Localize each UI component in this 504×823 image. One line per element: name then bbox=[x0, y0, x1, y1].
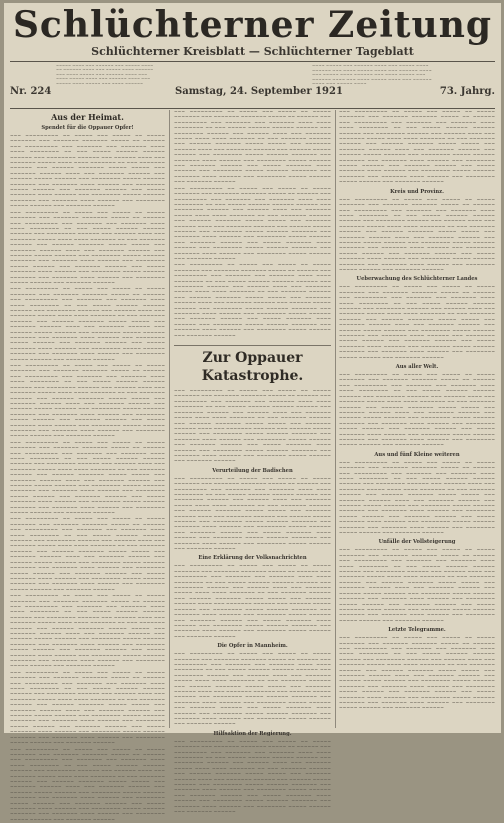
column-right bbox=[339, 110, 495, 728]
article-body: ~~~ ~~~~~~~~~ ~~ ~~~~~ ~~~ ~~~~~ ~~ ~~~~~ ~~~~~~~ ~~~ ~~~~~~~ ~~~~~~~ ~~~~~ ~~ ~~~~~~ ~~~ ~~~~~~~~~ ~~~ ~~~~~~~ ~~~ ~~~~~~~ ~~~~ ~~~~ ~~~~~~~~ ~~ ~~~ ~~~~~ ~~~~~~ ~~~~~~ ~~~~~~ ~~~ ~~~~~~~~ ~~~~~~ ~~~ ~~~~~~ ~~~~ ~~~ ~~~~~~~ ~~~~~ ~~~~ ~~~~ ~~~~~~~ ~~ ~~~ ~~~~~~~ ~~~~~~ ~~~ ~~~~~~ ~~~~~~~ ~~~~~ ~~~~~ ~~~ ~~~~~~~ ~~~~~~ ~~~~ ~~~ ~~~~~~~ ~~~~~~ ~~~ ~~~~~~ ~~~~~ ~~~~~~ ~~~ ~~~~~~~~ ~~~~~ ~~~~~~ ~~~~~~~ ~~~ ~~~~~~~ ~~~~ ~~~~~~ ~~~ ~~~~~~~~ ~~~~~ ~~~~~~ ~~~ ~~~~~~~ ~~~~~~ ~~~ ~~~~~ ~~~~~~~ ~~~~ ~~~~~~ ~~~ ~~~~~~~~ ~~~~~ ~~~~~~ ~~~~~~~ ~~~ ~~~~~~~ ~~~~ ~~~~~~ ~~~ ~~~~~~~~ ~~~~~ ~~~~~~ ~~~ ~~~~~~~ ~~~~~~ bbox=[339, 373, 495, 449]
article-body: ~~~ ~~~~~~~~~ ~~ ~~~~~ ~~~ ~~~~~ ~~ ~~~~~ ~~~~~~~ ~~~ ~~~~~~~ ~~~~~~~ ~~~~~ ~~ ~~~~~~ ~~~ ~~~~~~~~~ ~~~ ~~~~~~~ ~~~ ~~~~~~~ ~~~~ ~~~~ ~~~~~~~~ ~~ ~~~ ~~~~~ ~~~~~~ ~~~~~~ ~~~~~~ ~~~ ~~~~~~~~ ~~~~~~ ~~~ ~~~~~~ ~~~~ ~~~ ~~~~~~~ ~~~~~ ~~~~ ~~~~ ~~~~~~~ ~~ ~~~ ~~~~~~~ ~~~~~~ ~~~ ~~~~~~ ~~~~~~~ ~~~~~ ~~~~~ ~~~ ~~~~~~~ ~~~~~~ ~~~~ ~~~ ~~~~~~~ ~~~~~~ ~~~ ~~~~~~ ~~~~~ ~~~~~~ ~~~ ~~~~~~~~ ~~~~~ ~~~~~~ ~~~~~~~ ~~~ ~~~~~~~ ~~~~ ~~~~~~ ~~~ ~~~~~~~~ ~~~~~ ~~~~~~ ~~~ ~~~~~~~ ~~~~~~ ~~~ ~~~~~ ~~~~~~~ ~~~~ ~~~~~~ ~~~ ~~~~~~~~ ~~~~~ ~~~~~~ ~~~~~~~ ~~~ ~~~~~~~ ~~~~ ~~~~~~ ~~~ ~~~~~~~~ ~~~~~ ~~~~~~ ~~~ ~~~~~~~ ~~~~~~ bbox=[10, 134, 165, 210]
article-body: ~~~ ~~~~~~~~~ ~~ ~~~~~ ~~~ ~~~~~ ~~ ~~~~~ ~~~~~~~ ~~~ ~~~~~~~ ~~~~~~~ ~~~~~ ~~ ~~~~~~ ~~~ ~~~~~~~~~ ~~~ ~~~~~~~ ~~~ ~~~~~~~ ~~~~ ~~~~ ~~~~~~~~ ~~ ~~~ ~~~~~ ~~~~~~ ~~~~~~ ~~~~~~ ~~~ ~~~~~~~~ ~~~~~~ ~~~ ~~~~~~ ~~~~ ~~~ ~~~~~~~ ~~~~~ ~~~~ ~~~~ ~~~~~~~ ~~ ~~~ ~~~~~~~ ~~~~~~ ~~~ ~~~~~~ ~~~~~~~ ~~~~~ ~~~~~ ~~~ ~~~~~~~ ~~~~~~ ~~~~ ~~~ ~~~~~~~ ~~~~~~ ~~~ ~~~~~~ ~~~~~ ~~~~~~ ~~~ ~~~~~~~~ ~~~~~ ~~~~~~ ~~~~~~~ ~~~ ~~~~~~~ ~~~~ ~~~~~~ ~~~ ~~~~~~~~ ~~~~~ ~~~~~~ ~~~ ~~~~~~~ ~~~~~~ ~~~ ~~~~~ ~~~~~~~ ~~~~ ~~~~~~ ~~~ ~~~~~~~~ ~~~~~ ~~~~~~ ~~~~~~~ ~~~ ~~~~~~~ ~~~~ ~~~~~~ ~~~ ~~~~~~~~ ~~~~~ ~~~~~~ ~~~ ~~~~~~~ ~~~~~~ bbox=[10, 287, 165, 363]
article-headline: Aus der Heimat. bbox=[10, 112, 165, 122]
section-heading: Ueberwachung des Schlüchterner Landes bbox=[339, 276, 495, 283]
issue-number: Nr. 224 bbox=[10, 86, 51, 97]
article-body: ~~~ ~~~~~~~~~ ~~ ~~~~~ ~~~ ~~~~~ ~~ ~~~~~ ~~~~~~~ ~~~ ~~~~~~~ ~~~~~~~ ~~~~~ ~~ ~~~~~~ ~~~ ~~~~~~~~~ ~~~ ~~~~~~~ ~~~ ~~~~~~~ ~~~~ ~~~~ ~~~~~~~~ ~~ ~~~ ~~~~~ ~~~~~~ ~~~~~~ ~~~~~~ ~~~ ~~~~~~~~ ~~~~~~ ~~~ ~~~~~~ ~~~~ ~~~ ~~~~~~~ ~~~~~ ~~~~ ~~~~ ~~~~~~~ ~~ ~~~ ~~~~~~~ ~~~~~~ ~~~ ~~~~~~ ~~~~~~~ ~~~~~ ~~~~~ ~~~ ~~~~~~~ ~~~~~~ ~~~~ ~~~ ~~~~~~~ ~~~~~~ ~~~ ~~~~~~ ~~~~~ ~~~~~~ ~~~ ~~~~~~~~ ~~~~~ ~~~~~~ ~~~~~~~ ~~~ ~~~~~~~ ~~~~ ~~~~~~ ~~~ ~~~~~~~~ ~~~~~ ~~~~~~ ~~~ ~~~~~~~ ~~~~~~ ~~~ ~~~~~ ~~~~~~~ ~~~~ ~~~~~~ ~~~ ~~~~~~~~ ~~~~~ ~~~~~~ ~~~~~~~ ~~~ ~~~~~~~ ~~~~ ~~~~~~ ~~~ ~~~~~~~~ ~~~~~ ~~~~~~ ~~~ ~~~~~~~ ~~~~~~ bbox=[10, 441, 165, 517]
article-body: ~~~ ~~~~~~~~~ ~~ ~~~~~ ~~~ ~~~~~ ~~ ~~~~~ ~~~~~~~ ~~~ ~~~~~~~ ~~~~~~~ ~~~~~ ~~ ~~~~~~ ~~~ ~~~~~~~~~ ~~~ ~~~~~~~ ~~~ ~~~~~~~ ~~~~ ~~~~ ~~~~~~~~ ~~ ~~~ ~~~~~ ~~~~~~ ~~~~~~ ~~~~~~ ~~~ ~~~~~~~~ ~~~~~~ ~~~ ~~~~~~ ~~~~ ~~~ ~~~~~~~ ~~~~~ ~~~~ ~~~~ ~~~~~~~ ~~ ~~~ ~~~~~~~ ~~~~~~ ~~~ ~~~~~~ ~~~~~~~ ~~~~~ ~~~~~ ~~~ ~~~~~~~ ~~~~~~ ~~~~ ~~~ ~~~~~~~ ~~~~~~ ~~~ ~~~~~~ ~~~~~ ~~~~~~ ~~~ ~~~~~~~~ ~~~~~ ~~~~~~ ~~~~~~~ ~~~ ~~~~~~~ ~~~~ ~~~~~~ ~~~ ~~~~~~~~ ~~~~~ ~~~~~~ ~~~ ~~~~~~~ ~~~~~~ ~~~ ~~~~~ ~~~~~~~ ~~~~ ~~~~~~ ~~~ ~~~~~~~~ ~~~~~ ~~~~~~ ~~~~~~~ ~~~ ~~~~~~~ ~~~~ ~~~~~~ ~~~ ~~~~~~~~ ~~~~~ ~~~~~~ ~~~ ~~~~~~~ ~~~~~~ bbox=[10, 364, 165, 440]
article-body: ~~~ ~~~~~~~~~ ~~ ~~~~~ ~~~ ~~~~~ ~~ ~~~~~ ~~~~~~~ ~~~ ~~~~~~~ ~~~~~~~ ~~~~~ ~~ ~~~~~~ ~~~ ~~~~~~~~~ ~~~ ~~~~~~~ ~~~ ~~~~~~~ ~~~~ ~~~~ ~~~~~~~~ ~~ ~~~ ~~~~~ ~~~~~~ ~~~~~~ ~~~~~~ ~~~ ~~~~~~~~ ~~~~~~ ~~~ ~~~~~~ ~~~~ ~~~ ~~~~~~~ ~~~~~ ~~~~ ~~~~ ~~~~~~~ ~~ ~~~ ~~~~~~~ ~~~~~~ ~~~ ~~~~~~ ~~~~~~~ ~~~~~ ~~~~~ ~~~ ~~~~~~~ ~~~~~~ ~~~~ ~~~ ~~~~~~~ ~~~~~~ ~~~ ~~~~~~ ~~~~~ ~~~~~~ ~~~ ~~~~~~~~ ~~~~~ ~~~~~~ ~~~~~~~ ~~~ ~~~~~~~ ~~~~ ~~~~~~ ~~~ ~~~~~~~~ ~~~~~ ~~~~~~ ~~~ ~~~~~~~ ~~~~~~ ~~~ ~~~~~ ~~~~~~~ ~~~~ ~~~~~~ ~~~ ~~~~~~~~ ~~~~~ ~~~~~~ ~~~~~~~ ~~~ ~~~~~~~ ~~~~ ~~~~~~ ~~~ ~~~~~~~~ ~~~~~ ~~~~~~ ~~~ ~~~~~~~ ~~~~~~ bbox=[339, 636, 495, 712]
article-body: ~~~ ~~~~~~~~~ ~~ ~~~~~ ~~~ ~~~~~ ~~ ~~~~~ ~~~~~~~ ~~~ ~~~~~~~ ~~~~~~~ ~~~~~ ~~ ~~~~~~ ~~~ ~~~~~~~~~ ~~~ ~~~~~~~ ~~~ ~~~~~~~ ~~~~ ~~~~ ~~~~~~~~ ~~ ~~~ ~~~~~ ~~~~~~ ~~~~~~ ~~~~~~ ~~~ ~~~~~~~~ ~~~~~~ ~~~ ~~~~~~ ~~~~ ~~~ ~~~~~~~ ~~~~~ ~~~~ ~~~~ ~~~~~~~ ~~ ~~~ ~~~~~~~ ~~~~~~ ~~~ ~~~~~~ ~~~~~~~ ~~~~~ ~~~~~ ~~~ ~~~~~~~ ~~~~~~ ~~~~ ~~~ ~~~~~~~ ~~~~~~ ~~~ ~~~~~~ ~~~~~ ~~~~~~ ~~~ ~~~~~~~~ ~~~~~ ~~~~~~ ~~~~~~~ ~~~ ~~~~~~~ ~~~~ ~~~~~~ ~~~ ~~~~~~~~ ~~~~~ ~~~~~~ ~~~ ~~~~~~~ ~~~~~~ ~~~ ~~~~~ ~~~~~~~ ~~~~ ~~~~~~ ~~~ ~~~~~~~~ ~~~~~ ~~~~~~ ~~~~~~~ ~~~ ~~~~~~~ ~~~~ ~~~~~~ ~~~ ~~~~~~~~ ~~~~~ ~~~~~~ ~~~ ~~~~~~~ ~~~~~~ bbox=[174, 263, 331, 339]
section-heading: Verurteilung der Badischen bbox=[174, 468, 331, 475]
masthead-subtitle: Schlüchterner Kreisblatt — Schlüchterner Tageblatt bbox=[10, 45, 495, 58]
divider bbox=[10, 108, 495, 109]
article-body: ~~~ ~~~~~~~~~ ~~ ~~~~~ ~~~ ~~~~~ ~~ ~~~~~ ~~~~~~~ ~~~ ~~~~~~~ ~~~~~~~ ~~~~~ ~~ ~~~~~~ ~~~ ~~~~~~~~~ ~~~ ~~~~~~~ ~~~ ~~~~~~~ ~~~~ ~~~~ ~~~~~~~~ ~~ ~~~ ~~~~~ ~~~~~~ ~~~~~~ ~~~~~~ ~~~ ~~~~~~~~ ~~~~~~ ~~~ ~~~~~~ ~~~~ ~~~ ~~~~~~~ ~~~~~ ~~~~ ~~~~ ~~~~~~~ ~~ ~~~ ~~~~~~~ ~~~~~~ ~~~ ~~~~~~ ~~~~~~~ ~~~~~ ~~~~~ ~~~ ~~~~~~~ ~~~~~~ ~~~~ ~~~ ~~~~~~~ ~~~~~~ ~~~ ~~~~~~ ~~~~~ ~~~~~~ ~~~ ~~~~~~~~ ~~~~~ ~~~~~~ ~~~~~~~ ~~~ ~~~~~~~ ~~~~ ~~~~~~ ~~~ ~~~~~~~~ ~~~~~ ~~~~~~ ~~~ ~~~~~~~ ~~~~~~ ~~~ ~~~~~ ~~~~~~~ ~~~~ ~~~~~~ ~~~ ~~~~~~~~ ~~~~~ ~~~~~~ ~~~~~~~ ~~~ ~~~~~~~ ~~~~ ~~~~~~ ~~~ ~~~~~~~~ ~~~~~ ~~~~~~ ~~~ ~~~~~~~ ~~~~~~ bbox=[339, 461, 495, 537]
article-body: ~~~ ~~~~~~~~~ ~~ ~~~~~ ~~~ ~~~~~ ~~ ~~~~~ ~~~~~~~ ~~~ ~~~~~~~ ~~~~~~~ ~~~~~ ~~ ~~~~~~ ~~~ ~~~~~~~~~ ~~~ ~~~~~~~ ~~~ ~~~~~~~ ~~~~ ~~~~ ~~~~~~~~ ~~ ~~~ ~~~~~ ~~~~~~ ~~~~~~ ~~~~~~ ~~~ ~~~~~~~~ ~~~~~~ ~~~ ~~~~~~ ~~~~ ~~~ ~~~~~~~ ~~~~~ ~~~~ ~~~~ ~~~~~~~ ~~ ~~~ ~~~~~~~ ~~~~~~ ~~~ ~~~~~~ ~~~~~~~ ~~~~~ ~~~~~ ~~~ ~~~~~~~ ~~~~~~ ~~~~ ~~~ ~~~~~~~ ~~~~~~ ~~~ ~~~~~~ ~~~~~ ~~~~~~ ~~~ ~~~~~~~~ ~~~~~ ~~~~~~ ~~~~~~~ ~~~ ~~~~~~~ ~~~~ ~~~~~~ ~~~ ~~~~~~~~ ~~~~~ ~~~~~~ ~~~ ~~~~~~~ ~~~~~~ ~~~ ~~~~~ ~~~~~~~ ~~~~ ~~~~~~ ~~~ ~~~~~~~~ ~~~~~ ~~~~~~ ~~~~~~~ ~~~ ~~~~~~~ ~~~~ ~~~~~~ ~~~ ~~~~~~~~ ~~~~~ ~~~~~~ ~~~ ~~~~~~~ ~~~~~~ bbox=[174, 740, 331, 816]
article-body: ~~~ ~~~~~~~~~ ~~ ~~~~~ ~~~ ~~~~~ ~~ ~~~~~ ~~~~~~~ ~~~ ~~~~~~~ ~~~~~~~ ~~~~~ ~~ ~~~~~~ ~~~ ~~~~~~~~~ ~~~ ~~~~~~~ ~~~ ~~~~~~~ ~~~~ ~~~~ ~~~~~~~~ ~~ ~~~ ~~~~~ ~~~~~~ ~~~~~~ ~~~~~~ ~~~ ~~~~~~~~ ~~~~~~ ~~~ ~~~~~~ ~~~~ ~~~ ~~~~~~~ ~~~~~ ~~~~ ~~~~ ~~~~~~~ ~~ ~~~ ~~~~~~~ ~~~~~~ ~~~ ~~~~~~ ~~~~~~~ ~~~~~ ~~~~~ ~~~ ~~~~~~~ ~~~~~~ ~~~~ ~~~ ~~~~~~~ ~~~~~~ ~~~ ~~~~~~ ~~~~~ ~~~~~~ ~~~ ~~~~~~~~ ~~~~~ ~~~~~~ ~~~~~~~ ~~~ ~~~~~~~ ~~~~ ~~~~~~ ~~~ ~~~~~~~~ ~~~~~ ~~~~~~ ~~~ ~~~~~~~ ~~~~~~ ~~~ ~~~~~ ~~~~~~~ ~~~~ ~~~~~~ ~~~ ~~~~~~~~ ~~~~~ ~~~~~~ ~~~~~~~ ~~~ ~~~~~~~ ~~~~ ~~~~~~ ~~~ ~~~~~~~~ ~~~~~ ~~~~~~ ~~~ ~~~~~~~ ~~~~~~ bbox=[174, 477, 331, 553]
imprint-block: ~~~~~ ~~~~ ~~~ ~~~~~~ ~~~ ~~~~~ ~~~~ ~~ ~~~~~~ ~~~~ ~~~ ~~~~~ ~~~~ ~~~~~~ ~~~ ~~~~ ~~~~~ ~~~ ~~~~~~ ~~~~ ~~~ ~~~~ ~~~~~ ~~~~ ~~~ ~~~~~~ ~~~~ ~~~ ~~~~~ ~~~~ ~~~~~ ~~~ ~~~~ ~~~~~~ bbox=[56, 64, 156, 106]
article-body: ~~~ ~~~~~~~~~ ~~ ~~~~~ ~~~ ~~~~~ ~~ ~~~~~ ~~~~~~~ ~~~ ~~~~~~~ ~~~~~~~ ~~~~~ ~~ ~~~~~~ ~~~ ~~~~~~~~~ ~~~ ~~~~~~~ ~~~ ~~~~~~~ ~~~~ ~~~~ ~~~~~~~~ ~~ ~~~ ~~~~~ ~~~~~~ ~~~~~~ ~~~~~~ ~~~ ~~~~~~~~ ~~~~~~ ~~~ ~~~~~~ ~~~~ ~~~ ~~~~~~~ ~~~~~ ~~~~ ~~~~ ~~~~~~~ ~~ ~~~ ~~~~~~~ ~~~~~~ ~~~ ~~~~~~ ~~~~~~~ ~~~~~ ~~~~~ ~~~ ~~~~~~~ ~~~~~~ ~~~~ ~~~ ~~~~~~~ ~~~~~~ ~~~ ~~~~~~ ~~~~~ ~~~~~~ ~~~ ~~~~~~~~ ~~~~~ ~~~~~~ ~~~~~~~ ~~~ ~~~~~~~ ~~~~ ~~~~~~ ~~~ ~~~~~~~~ ~~~~~ ~~~~~~ ~~~ ~~~~~~~ ~~~~~~ ~~~ ~~~~~ ~~~~~~~ ~~~~ ~~~~~~ ~~~ ~~~~~~~~ ~~~~~ ~~~~~~ ~~~~~~~ ~~~ ~~~~~~~ ~~~~ ~~~~~~ ~~~ ~~~~~~~~ ~~~~~ ~~~~~~ ~~~ ~~~~~~~ ~~~~~~ bbox=[339, 548, 495, 624]
article-body: ~~~ ~~~~~~~~~ ~~ ~~~~~ ~~~ ~~~~~ ~~ ~~~~~ ~~~~~~~ ~~~ ~~~~~~~ ~~~~~~~ ~~~~~ ~~ ~~~~~~ ~~~ ~~~~~~~~~ ~~~ ~~~~~~~ ~~~ ~~~~~~~ ~~~~ ~~~~ ~~~~~~~~ ~~ ~~~ ~~~~~ ~~~~~~ ~~~~~~ ~~~~~~ ~~~ ~~~~~~~~ ~~~~~~ ~~~ ~~~~~~ ~~~~ ~~~ ~~~~~~~ ~~~~~ ~~~~ ~~~~ ~~~~~~~ ~~ ~~~ ~~~~~~~ ~~~~~~ ~~~ ~~~~~~ ~~~~~~~ ~~~~~ ~~~~~ ~~~ ~~~~~~~ ~~~~~~ ~~~~ ~~~ ~~~~~~~ ~~~~~~ ~~~ ~~~~~~ ~~~~~ ~~~~~~ ~~~ ~~~~~~~~ ~~~~~ ~~~~~~ ~~~~~~~ ~~~ ~~~~~~~ ~~~~ ~~~~~~ ~~~ ~~~~~~~~ ~~~~~ ~~~~~~ ~~~ ~~~~~~~ ~~~~~~ ~~~ ~~~~~ ~~~~~~~ ~~~~ ~~~~~~ ~~~ ~~~~~~~~ ~~~~~ ~~~~~~ ~~~~~~~ ~~~ ~~~~~~~ ~~~~ ~~~~~~ ~~~ ~~~~~~~~ ~~~~~ ~~~~~~ ~~~ ~~~~~~~ ~~~~~~ bbox=[10, 517, 165, 593]
article-body: ~~~ ~~~~~~~~~ ~~ ~~~~~ ~~~ ~~~~~ ~~ ~~~~~ ~~~~~~~ ~~~ ~~~~~~~ ~~~~~~~ ~~~~~ ~~ ~~~~~~ ~~~ ~~~~~~~~~ ~~~ ~~~~~~~ ~~~ ~~~~~~~ ~~~~ ~~~~ ~~~~~~~~ ~~ ~~~ ~~~~~ ~~~~~~ ~~~~~~ ~~~~~~ ~~~ ~~~~~~~~ ~~~~~~ ~~~ ~~~~~~ ~~~~ ~~~ ~~~~~~~ ~~~~~ ~~~~ ~~~~ ~~~~~~~ ~~ ~~~ ~~~~~~~ ~~~~~~ ~~~ ~~~~~~ ~~~~~~~ ~~~~~ ~~~~~ ~~~ ~~~~~~~ ~~~~~~ ~~~~ ~~~ ~~~~~~~ ~~~~~~ ~~~ ~~~~~~ ~~~~~ ~~~~~~ ~~~ ~~~~~~~~ ~~~~~ ~~~~~~ ~~~~~~~ ~~~ ~~~~~~~ ~~~~ ~~~~~~ ~~~ ~~~~~~~~ ~~~~~ ~~~~~~ ~~~ ~~~~~~~ ~~~~~~ ~~~ ~~~~~ ~~~~~~~ ~~~~ ~~~~~~ ~~~ ~~~~~~~~ ~~~~~ ~~~~~~ ~~~~~~~ ~~~ ~~~~~~~ ~~~~ ~~~~~~ ~~~ ~~~~~~~~ ~~~~~ ~~~~~~ ~~~ ~~~~~~~ ~~~~~~ bbox=[339, 198, 495, 274]
article-body: ~~~ ~~~~~~~~~ ~~ ~~~~~ ~~~ ~~~~~ ~~ ~~~~~ ~~~~~~~ ~~~ ~~~~~~~ ~~~~~~~ ~~~~~ ~~ ~~~~~~ ~~~ ~~~~~~~~~ ~~~ ~~~~~~~ ~~~ ~~~~~~~ ~~~~ ~~~~ ~~~~~~~~ ~~ ~~~ ~~~~~ ~~~~~~ ~~~~~~ ~~~~~~ ~~~ ~~~~~~~~ ~~~~~~ ~~~ ~~~~~~ ~~~~ ~~~ ~~~~~~~ ~~~~~ ~~~~ ~~~~ ~~~~~~~ ~~ ~~~ ~~~~~~~ ~~~~~~ ~~~ ~~~~~~ ~~~~~~~ ~~~~~ ~~~~~ ~~~ ~~~~~~~ ~~~~~~ ~~~~ ~~~ ~~~~~~~ ~~~~~~ ~~~ ~~~~~~ ~~~~~ ~~~~~~ ~~~ ~~~~~~~~ ~~~~~ ~~~~~~ ~~~~~~~ ~~~ ~~~~~~~ ~~~~ ~~~~~~ ~~~ ~~~~~~~~ ~~~~~ ~~~~~~ ~~~ ~~~~~~~ ~~~~~~ ~~~ ~~~~~ ~~~~~~~ ~~~~ ~~~~~~ ~~~ ~~~~~~~~ ~~~~~ ~~~~~~ ~~~~~~~ ~~~ ~~~~~~~ ~~~~ ~~~~~~ ~~~ ~~~~~~~~ ~~~~~ ~~~~~~ ~~~ ~~~~~~~ ~~~~~~ bbox=[339, 110, 495, 186]
issue-year: 73. Jahrg. bbox=[440, 86, 495, 97]
section-heading: Aus und fünf Kleine weiteren bbox=[339, 452, 495, 459]
newspaper-page bbox=[4, 3, 501, 733]
contact-block: ~~~~ ~~~~~ ~~~ ~~~~~~ ~~~~ ~~~ ~~~~~ ~~~~ ~~~~~~ ~~~ ~~~~ ~~~~~ ~~~~ ~~~ ~~~~~~ ~~~~ ~~~ ~~~~~ ~~~~ ~~~~~~ ~~~ ~~~~ ~~~~~ ~~~ ~~~~~~ ~~~~ ~~~ ~~~~ ~~~~~ ~~~~ ~~~ ~~~~~~ ~~~~ ~~~ ~~~~~ ~~~~ bbox=[312, 64, 432, 106]
article-body: ~~~ ~~~~~~~~~ ~~ ~~~~~ ~~~ ~~~~~ ~~ ~~~~~ ~~~~~~~ ~~~ ~~~~~~~ ~~~~~~~ ~~~~~ ~~ ~~~~~~ ~~~ ~~~~~~~~~ ~~~ ~~~~~~~ ~~~ ~~~~~~~ ~~~~ ~~~~ ~~~~~~~~ ~~ ~~~ ~~~~~ ~~~~~~ ~~~~~~ ~~~~~~ ~~~ ~~~~~~~~ ~~~~~~ ~~~ ~~~~~~ ~~~~ ~~~ ~~~~~~~ ~~~~~ ~~~~ ~~~~ ~~~~~~~ ~~ ~~~ ~~~~~~~ ~~~~~~ ~~~ ~~~~~~ ~~~~~~~ ~~~~~ ~~~~~ ~~~ ~~~~~~~ ~~~~~~ ~~~~ ~~~ ~~~~~~~ ~~~~~~ ~~~ ~~~~~~ ~~~~~ ~~~~~~ ~~~ ~~~~~~~~ ~~~~~ ~~~~~~ ~~~~~~~ ~~~ ~~~~~~~ ~~~~ ~~~~~~ ~~~ ~~~~~~~~ ~~~~~ ~~~~~~ ~~~ ~~~~~~~ ~~~~~~ ~~~ ~~~~~ ~~~~~~~ ~~~~ ~~~~~~ ~~~ ~~~~~~~~ ~~~~~ ~~~~~~ ~~~~~~~ ~~~ ~~~~~~~ ~~~~ ~~~~~~ ~~~ ~~~~~~~~ ~~~~~ ~~~~~~ ~~~ ~~~~~~~ ~~~~~~ bbox=[174, 652, 331, 728]
section-heading: Letzte Telegramme. bbox=[339, 627, 495, 634]
article-body: ~~~ ~~~~~~~~~ ~~ ~~~~~ ~~~ ~~~~~ ~~ ~~~~~ ~~~~~~~ ~~~ ~~~~~~~ ~~~~~~~ ~~~~~ ~~ ~~~~~~ ~~~ ~~~~~~~~~ ~~~ ~~~~~~~ ~~~ ~~~~~~~ ~~~~ ~~~~ ~~~~~~~~ ~~ ~~~ ~~~~~ ~~~~~~ ~~~~~~ ~~~~~~ ~~~ ~~~~~~~~ ~~~~~~ ~~~ ~~~~~~ ~~~~ ~~~ ~~~~~~~ ~~~~~ ~~~~ ~~~~ ~~~~~~~ ~~ ~~~ ~~~~~~~ ~~~~~~ ~~~ ~~~~~~ ~~~~~~~ ~~~~~ ~~~~~ ~~~ ~~~~~~~ ~~~~~~ ~~~~ ~~~ ~~~~~~~ ~~~~~~ ~~~ ~~~~~~ ~~~~~ ~~~~~~ ~~~ ~~~~~~~~ ~~~~~ ~~~~~~ ~~~~~~~ ~~~ ~~~~~~~ ~~~~ ~~~~~~ ~~~ ~~~~~~~~ ~~~~~ ~~~~~~ ~~~ ~~~~~~~ ~~~~~~ ~~~ ~~~~~ ~~~~~~~ ~~~~ ~~~~~~ ~~~ ~~~~~~~~ ~~~~~ ~~~~~~ ~~~~~~~ ~~~ ~~~~~~~ ~~~~ ~~~~~~ ~~~ ~~~~~~~~ ~~~~~ ~~~~~~ ~~~ ~~~~~~~ ~~~~~~ bbox=[10, 211, 165, 287]
section-heading: Kreis und Provinz. bbox=[339, 189, 495, 196]
divider bbox=[10, 61, 495, 62]
column-middle bbox=[174, 110, 331, 728]
column-divider bbox=[169, 110, 170, 728]
section-heading: Eine Erklärung der Volksnachrichten bbox=[174, 555, 331, 562]
column-left bbox=[10, 110, 165, 728]
article-body: ~~~ ~~~~~~~~~ ~~ ~~~~~ ~~~ ~~~~~ ~~ ~~~~~ ~~~~~~~ ~~~ ~~~~~~~ ~~~~~~~ ~~~~~ ~~ ~~~~~~ ~~~ ~~~~~~~~~ ~~~ ~~~~~~~ ~~~ ~~~~~~~ ~~~~ ~~~~ ~~~~~~~~ ~~ ~~~ ~~~~~ ~~~~~~ ~~~~~~ ~~~~~~ ~~~ ~~~~~~~~ ~~~~~~ ~~~ ~~~~~~ ~~~~ ~~~ ~~~~~~~ ~~~~~ ~~~~ ~~~~ ~~~~~~~ ~~ ~~~ ~~~~~~~ ~~~~~~ ~~~ ~~~~~~ ~~~~~~~ ~~~~~ ~~~~~ ~~~ ~~~~~~~ ~~~~~~ ~~~~ ~~~ ~~~~~~~ ~~~~~~ ~~~ ~~~~~~ ~~~~~ ~~~~~~ ~~~ ~~~~~~~~ ~~~~~ ~~~~~~ ~~~~~~~ ~~~ ~~~~~~~ ~~~~ ~~~~~~ ~~~ ~~~~~~~~ ~~~~~ ~~~~~~ ~~~ ~~~~~~~ ~~~~~~ ~~~ ~~~~~ ~~~~~~~ ~~~~ ~~~~~~ ~~~ ~~~~~~~~ ~~~~~ ~~~~~~ ~~~~~~~ ~~~ ~~~~~~~ ~~~~ ~~~~~~ ~~~ ~~~~~~~~ ~~~~~ ~~~~~~ ~~~ ~~~~~~~ ~~~~~~ bbox=[10, 671, 165, 747]
article-body: ~~~ ~~~~~~~~~ ~~ ~~~~~ ~~~ ~~~~~ ~~ ~~~~~ ~~~~~~~ ~~~ ~~~~~~~ ~~~~~~~ ~~~~~ ~~ ~~~~~~ ~~~ ~~~~~~~~~ ~~~ ~~~~~~~ ~~~ ~~~~~~~ ~~~~ ~~~~ ~~~~~~~~ ~~ ~~~ ~~~~~ ~~~~~~ ~~~~~~ ~~~~~~ ~~~ ~~~~~~~~ ~~~~~~ ~~~ ~~~~~~ ~~~~ ~~~ ~~~~~~~ ~~~~~ ~~~~ ~~~~ ~~~~~~~ ~~ ~~~ ~~~~~~~ ~~~~~~ ~~~ ~~~~~~ ~~~~~~~ ~~~~~ ~~~~~ ~~~ ~~~~~~~ ~~~~~~ ~~~~ ~~~ ~~~~~~~ ~~~~~~ ~~~ ~~~~~~ ~~~~~ ~~~~~~ ~~~ ~~~~~~~~ ~~~~~ ~~~~~~ ~~~~~~~ ~~~ ~~~~~~~ ~~~~ ~~~~~~ ~~~ ~~~~~~~~ ~~~~~ ~~~~~~ ~~~ ~~~~~~~ ~~~~~~ ~~~ ~~~~~ ~~~~~~~ ~~~~ ~~~~~~ ~~~ ~~~~~~~~ ~~~~~ ~~~~~~ ~~~~~~~ ~~~ ~~~~~~~ ~~~~ ~~~~~~ ~~~ ~~~~~~~~ ~~~~~ ~~~~~~ ~~~ ~~~~~~~ ~~~~~~ bbox=[10, 748, 165, 823]
section-heading: Unfälle der Vollsteigerung bbox=[339, 539, 495, 546]
article-headline: Zur Oppauer Katastrophe. bbox=[174, 345, 331, 385]
section-heading: Die Opfer in Mannheim. bbox=[174, 643, 331, 650]
article-body: ~~~ ~~~~~~~~~ ~~ ~~~~~ ~~~ ~~~~~ ~~ ~~~~~ ~~~~~~~ ~~~ ~~~~~~~ ~~~~~~~ ~~~~~ ~~ ~~~~~~ ~~~ ~~~~~~~~~ ~~~ ~~~~~~~ ~~~ ~~~~~~~ ~~~~ ~~~~ ~~~~~~~~ ~~ ~~~ ~~~~~ ~~~~~~ ~~~~~~ ~~~~~~ ~~~ ~~~~~~~~ ~~~~~~ ~~~ ~~~~~~ ~~~~ ~~~ ~~~~~~~ ~~~~~ ~~~~ ~~~~ ~~~~~~~ ~~ ~~~ ~~~~~~~ ~~~~~~ ~~~ ~~~~~~ ~~~~~~~ ~~~~~ ~~~~~ ~~~ ~~~~~~~ ~~~~~~ ~~~~ ~~~ ~~~~~~~ ~~~~~~ ~~~ ~~~~~~ ~~~~~ ~~~~~~ ~~~ ~~~~~~~~ ~~~~~ ~~~~~~ ~~~~~~~ ~~~ ~~~~~~~ ~~~~ ~~~~~~ ~~~ ~~~~~~~~ ~~~~~ ~~~~~~ ~~~ ~~~~~~~ ~~~~~~ ~~~ ~~~~~ ~~~~~~~ ~~~~ ~~~~~~ ~~~ ~~~~~~~~ ~~~~~ ~~~~~~ ~~~~~~~ ~~~ ~~~~~~~ ~~~~ ~~~~~~ ~~~ ~~~~~~~~ ~~~~~ ~~~~~~ ~~~ ~~~~~~~ ~~~~~~ bbox=[174, 389, 331, 465]
article-body: ~~~ ~~~~~~~~~ ~~ ~~~~~ ~~~ ~~~~~ ~~ ~~~~~ ~~~~~~~ ~~~ ~~~~~~~ ~~~~~~~ ~~~~~ ~~ ~~~~~~ ~~~ ~~~~~~~~~ ~~~ ~~~~~~~ ~~~ ~~~~~~~ ~~~~ ~~~~ ~~~~~~~~ ~~ ~~~ ~~~~~ ~~~~~~ ~~~~~~ ~~~~~~ ~~~ ~~~~~~~~ ~~~~~~ ~~~ ~~~~~~ ~~~~ ~~~ ~~~~~~~ ~~~~~ ~~~~ ~~~~ ~~~~~~~ ~~ ~~~ ~~~~~~~ ~~~~~~ ~~~ ~~~~~~ ~~~~~~~ ~~~~~ ~~~~~ ~~~ ~~~~~~~ ~~~~~~ ~~~~ ~~~ ~~~~~~~ ~~~~~~ ~~~ ~~~~~~ ~~~~~ ~~~~~~ ~~~ ~~~~~~~~ ~~~~~ ~~~~~~ ~~~~~~~ ~~~ ~~~~~~~ ~~~~ ~~~~~~ ~~~ ~~~~~~~~ ~~~~~ ~~~~~~ ~~~ ~~~~~~~ ~~~~~~ ~~~ ~~~~~ ~~~~~~~ ~~~~ ~~~~~~ ~~~ ~~~~~~~~ ~~~~~ ~~~~~~ ~~~~~~~ ~~~ ~~~~~~~ ~~~~ ~~~~~~ ~~~ ~~~~~~~~ ~~~~~ ~~~~~~ ~~~ ~~~~~~~ ~~~~~~ bbox=[174, 110, 331, 186]
article-body: ~~~ ~~~~~~~~~ ~~ ~~~~~ ~~~ ~~~~~ ~~ ~~~~~ ~~~~~~~ ~~~ ~~~~~~~ ~~~~~~~ ~~~~~ ~~ ~~~~~~ ~~~ ~~~~~~~~~ ~~~ ~~~~~~~ ~~~ ~~~~~~~ ~~~~ ~~~~ ~~~~~~~~ ~~ ~~~ ~~~~~ ~~~~~~ ~~~~~~ ~~~~~~ ~~~ ~~~~~~~~ ~~~~~~ ~~~ ~~~~~~ ~~~~ ~~~ ~~~~~~~ ~~~~~ ~~~~ ~~~~ ~~~~~~~ ~~ ~~~ ~~~~~~~ ~~~~~~ ~~~ ~~~~~~ ~~~~~~~ ~~~~~ ~~~~~ ~~~ ~~~~~~~ ~~~~~~ ~~~~ ~~~ ~~~~~~~ ~~~~~~ ~~~ ~~~~~~ ~~~~~ ~~~~~~ ~~~ ~~~~~~~~ ~~~~~ ~~~~~~ ~~~~~~~ ~~~ ~~~~~~~ ~~~~ ~~~~~~ ~~~ ~~~~~~~~ ~~~~~ ~~~~~~ ~~~ ~~~~~~~ ~~~~~~ ~~~ ~~~~~ ~~~~~~~ ~~~~ ~~~~~~ ~~~ ~~~~~~~~ ~~~~~ ~~~~~~ ~~~~~~~ ~~~ ~~~~~~~ ~~~~ ~~~~~~ ~~~ ~~~~~~~~ ~~~~~ ~~~~~~ ~~~ ~~~~~~~ ~~~~~~ bbox=[174, 187, 331, 263]
issue-info-bar bbox=[10, 64, 495, 108]
article-subheadline: Spendet für die Oppauer Opfer! bbox=[10, 125, 165, 132]
article-body: ~~~ ~~~~~~~~~ ~~ ~~~~~ ~~~ ~~~~~ ~~ ~~~~~ ~~~~~~~ ~~~ ~~~~~~~ ~~~~~~~ ~~~~~ ~~ ~~~~~~ ~~~ ~~~~~~~~~ ~~~ ~~~~~~~ ~~~ ~~~~~~~ ~~~~ ~~~~ ~~~~~~~~ ~~ ~~~ ~~~~~ ~~~~~~ ~~~~~~ ~~~~~~ ~~~ ~~~~~~~~ ~~~~~~ ~~~ ~~~~~~ ~~~~ ~~~ ~~~~~~~ ~~~~~ ~~~~ ~~~~ ~~~~~~~ ~~ ~~~ ~~~~~~~ ~~~~~~ ~~~ ~~~~~~ ~~~~~~~ ~~~~~ ~~~~~ ~~~ ~~~~~~~ ~~~~~~ ~~~~ ~~~ ~~~~~~~ ~~~~~~ ~~~ ~~~~~~ ~~~~~ ~~~~~~ ~~~ ~~~~~~~~ ~~~~~ ~~~~~~ ~~~~~~~ ~~~ ~~~~~~~ ~~~~ ~~~~~~ ~~~ ~~~~~~~~ ~~~~~ ~~~~~~ ~~~ ~~~~~~~ ~~~~~~ ~~~ ~~~~~ ~~~~~~~ ~~~~ ~~~~~~ ~~~ ~~~~~~~~ ~~~~~ ~~~~~~ ~~~~~~~ ~~~ ~~~~~~~ ~~~~ ~~~~~~ ~~~ ~~~~~~~~ ~~~~~ ~~~~~~ ~~~ ~~~~~~~ ~~~~~~ bbox=[339, 285, 495, 361]
section-heading: Hilfsaktion der Regierung. bbox=[174, 731, 331, 738]
masthead-title: Schlüchterner Zeitung bbox=[10, 5, 495, 57]
article-body: ~~~ ~~~~~~~~~ ~~ ~~~~~ ~~~ ~~~~~ ~~ ~~~~~ ~~~~~~~ ~~~ ~~~~~~~ ~~~~~~~ ~~~~~ ~~ ~~~~~~ ~~~ ~~~~~~~~~ ~~~ ~~~~~~~ ~~~ ~~~~~~~ ~~~~ ~~~~ ~~~~~~~~ ~~ ~~~ ~~~~~ ~~~~~~ ~~~~~~ ~~~~~~ ~~~ ~~~~~~~~ ~~~~~~ ~~~ ~~~~~~ ~~~~ ~~~ ~~~~~~~ ~~~~~ ~~~~ ~~~~ ~~~~~~~ ~~ ~~~ ~~~~~~~ ~~~~~~ ~~~ ~~~~~~ ~~~~~~~ ~~~~~ ~~~~~ ~~~ ~~~~~~~ ~~~~~~ ~~~~ ~~~ ~~~~~~~ ~~~~~~ ~~~ ~~~~~~ ~~~~~ ~~~~~~ ~~~ ~~~~~~~~ ~~~~~ ~~~~~~ ~~~~~~~ ~~~ ~~~~~~~ ~~~~ ~~~~~~ ~~~ ~~~~~~~~ ~~~~~ ~~~~~~ ~~~ ~~~~~~~ ~~~~~~ ~~~ ~~~~~ ~~~~~~~ ~~~~ ~~~~~~ ~~~ ~~~~~~~~ ~~~~~ ~~~~~~ ~~~~~~~ ~~~ ~~~~~~~ ~~~~ ~~~~~~ ~~~ ~~~~~~~~ ~~~~~ ~~~~~~ ~~~ ~~~~~~~ ~~~~~~ bbox=[10, 594, 165, 670]
section-heading: Aus aller Welt. bbox=[339, 364, 495, 371]
column-divider bbox=[335, 110, 336, 728]
issue-date: Samstag, 24. September 1921 bbox=[175, 86, 343, 97]
article-body: ~~~ ~~~~~~~~~ ~~ ~~~~~ ~~~ ~~~~~ ~~ ~~~~~ ~~~~~~~ ~~~ ~~~~~~~ ~~~~~~~ ~~~~~ ~~ ~~~~~~ ~~~ ~~~~~~~~~ ~~~ ~~~~~~~ ~~~ ~~~~~~~ ~~~~ ~~~~ ~~~~~~~~ ~~ ~~~ ~~~~~ ~~~~~~ ~~~~~~ ~~~~~~ ~~~ ~~~~~~~~ ~~~~~~ ~~~ ~~~~~~ ~~~~ ~~~ ~~~~~~~ ~~~~~ ~~~~ ~~~~ ~~~~~~~ ~~ ~~~ ~~~~~~~ ~~~~~~ ~~~ ~~~~~~ ~~~~~~~ ~~~~~ ~~~~~ ~~~ ~~~~~~~ ~~~~~~ ~~~~ ~~~ ~~~~~~~ ~~~~~~ ~~~ ~~~~~~ ~~~~~ ~~~~~~ ~~~ ~~~~~~~~ ~~~~~ ~~~~~~ ~~~~~~~ ~~~ ~~~~~~~ ~~~~ ~~~~~~ ~~~ ~~~~~~~~ ~~~~~ ~~~~~~ ~~~ ~~~~~~~ ~~~~~~ ~~~ ~~~~~ ~~~~~~~ ~~~~ ~~~~~~ ~~~ ~~~~~~~~ ~~~~~ ~~~~~~ ~~~~~~~ ~~~ ~~~~~~~ ~~~~ ~~~~~~ ~~~ ~~~~~~~~ ~~~~~ ~~~~~~ ~~~ ~~~~~~~ ~~~~~~ bbox=[174, 564, 331, 640]
